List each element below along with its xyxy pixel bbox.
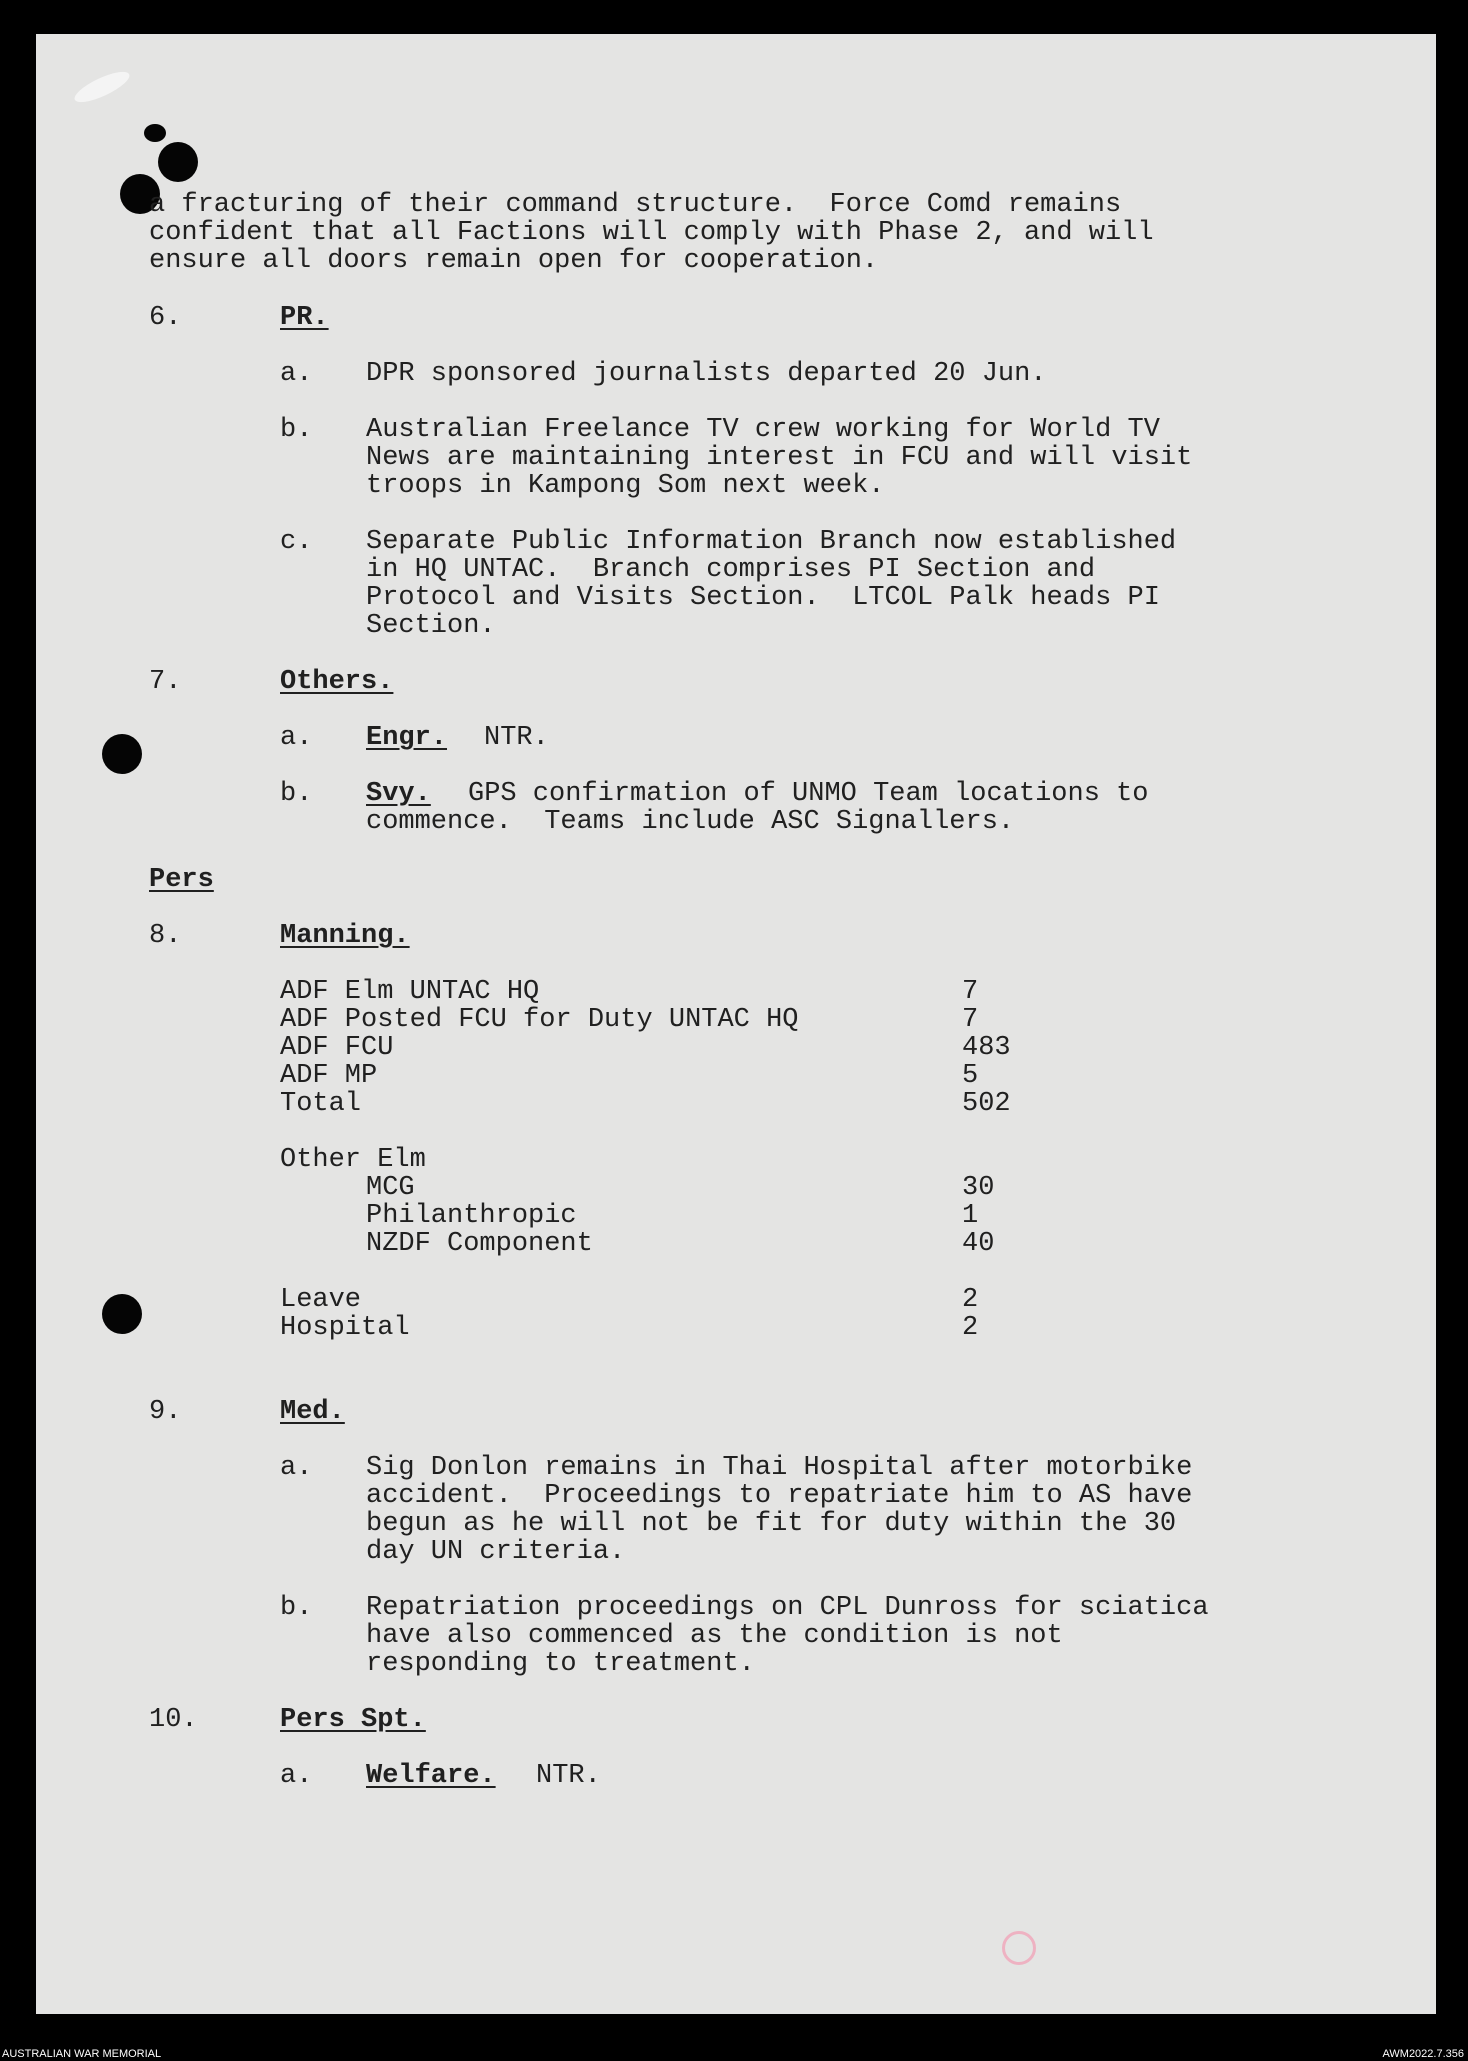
item-9b-line: responding to treatment. xyxy=(366,1649,755,1679)
item-6b-label: b. xyxy=(280,415,313,445)
absence-label: Leave xyxy=(280,1285,362,1315)
pers-heading: Pers xyxy=(149,865,214,895)
manning-value: 5 xyxy=(962,1061,979,1091)
item-6c-label: c. xyxy=(280,527,313,557)
item-9a-line: Sig Donlon remains in Thai Hospital after motorbike xyxy=(366,1453,1193,1483)
manning-label: ADF Posted FCU for Duty UNTAC HQ xyxy=(280,1005,799,1035)
footer-accession-number: AWM2022.7.356 xyxy=(1382,2048,1464,2060)
absence-value: 2 xyxy=(962,1313,979,1343)
other-elm-value: 30 xyxy=(962,1173,995,1203)
manning-value: 7 xyxy=(962,977,979,1007)
intro-line: a fracturing of their command structure. Force Comd remains xyxy=(149,190,1122,220)
item-9a-line: day UN criteria. xyxy=(366,1537,626,1567)
manning-value: 7 xyxy=(962,1005,979,1035)
absence-label: Hospital xyxy=(280,1313,410,1343)
item-7b-line: commence. Teams include ASC Signallers. xyxy=(366,807,1015,837)
manning-label: ADF MP xyxy=(280,1061,378,1091)
other-elm-value: 1 xyxy=(962,1201,979,1231)
item-6c-line: Separate Public Information Branch now established xyxy=(366,527,1177,557)
section-9-title: Med. xyxy=(280,1397,345,1427)
item-6c-line: Protocol and Visits Section. LTCOL Palk heads PI xyxy=(366,583,1160,613)
other-elm-label: MCG xyxy=(366,1173,415,1203)
item-7b-title: Svy. xyxy=(366,779,431,809)
item-10a-title: Welfare. xyxy=(366,1761,496,1791)
punch-hole xyxy=(102,1294,142,1334)
item-6b-line: Australian Freelance TV crew working for World TV xyxy=(366,415,1160,445)
section-9-number: 9. xyxy=(149,1397,182,1427)
section-10-number: 10. xyxy=(149,1705,198,1735)
section-8-number: 8. xyxy=(149,921,182,951)
section-6-title: PR. xyxy=(280,303,329,333)
manning-value: 483 xyxy=(962,1033,1011,1063)
other-elm-label: NZDF Component xyxy=(366,1229,593,1259)
punch-hole xyxy=(102,734,142,774)
item-6b-line: troops in Kampong Som next week. xyxy=(366,471,885,501)
manning-value: 502 xyxy=(962,1089,1011,1119)
item-6c-line: in HQ UNTAC. Branch comprises PI Section and xyxy=(366,555,1096,585)
paper-scuff xyxy=(71,66,133,108)
absence-value: 2 xyxy=(962,1285,979,1315)
item-9b-line: Repatriation proceedings on CPL Dunross for sciatica xyxy=(366,1593,1209,1623)
item-6a-line: DPR sponsored journalists departed 20 Jun. xyxy=(366,359,1047,389)
pink-stamp-mark xyxy=(1002,1931,1036,1965)
footer-credit: AUSTRALIAN WAR MEMORIAL xyxy=(2,2048,162,2060)
item-7b-line: GPS confirmation of UNMO Team locations to xyxy=(468,779,1149,809)
item-10a-label: a. xyxy=(280,1761,313,1791)
item-9a-label: a. xyxy=(280,1453,313,1483)
torn-hole xyxy=(144,124,166,142)
manning-label: ADF FCU xyxy=(280,1033,394,1063)
section-10-title: Pers Spt. xyxy=(280,1705,426,1735)
section-7-title: Others. xyxy=(280,667,394,697)
section-6-number: 6. xyxy=(149,303,182,333)
manning-label: ADF Elm UNTAC HQ xyxy=(280,977,540,1007)
item-6a-label: a. xyxy=(280,359,313,389)
item-7a-label: a. xyxy=(280,723,313,753)
item-7b-label: b. xyxy=(280,779,313,809)
manning-label: Total xyxy=(280,1089,362,1119)
item-6c-line: Section. xyxy=(366,611,496,641)
intro-line: confident that all Factions will comply with Phase 2, and will xyxy=(149,218,1154,248)
item-10a-text: NTR. xyxy=(536,1761,601,1791)
item-7a-text: NTR. xyxy=(484,723,549,753)
item-6b-line: News are maintaining interest in FCU and will visit xyxy=(366,443,1193,473)
item-9a-line: accident. Proceedings to repatriate him to AS have xyxy=(366,1481,1193,1511)
item-9b-label: b. xyxy=(280,1593,313,1623)
other-elm-heading: Other Elm xyxy=(280,1145,426,1175)
section-8-title: Manning. xyxy=(280,921,410,951)
other-elm-value: 40 xyxy=(962,1229,995,1259)
other-elm-label: Philanthropic xyxy=(366,1201,577,1231)
intro-line: ensure all doors remain open for cooperation. xyxy=(149,246,879,276)
section-7-number: 7. xyxy=(149,667,182,697)
document-page xyxy=(36,34,1436,2014)
item-7a-title: Engr. xyxy=(366,723,448,753)
item-9b-line: have also commenced as the condition is not xyxy=(366,1621,1063,1651)
punch-hole xyxy=(158,142,198,182)
item-9a-line: begun as he will not be fit for duty within the 30 xyxy=(366,1509,1177,1539)
